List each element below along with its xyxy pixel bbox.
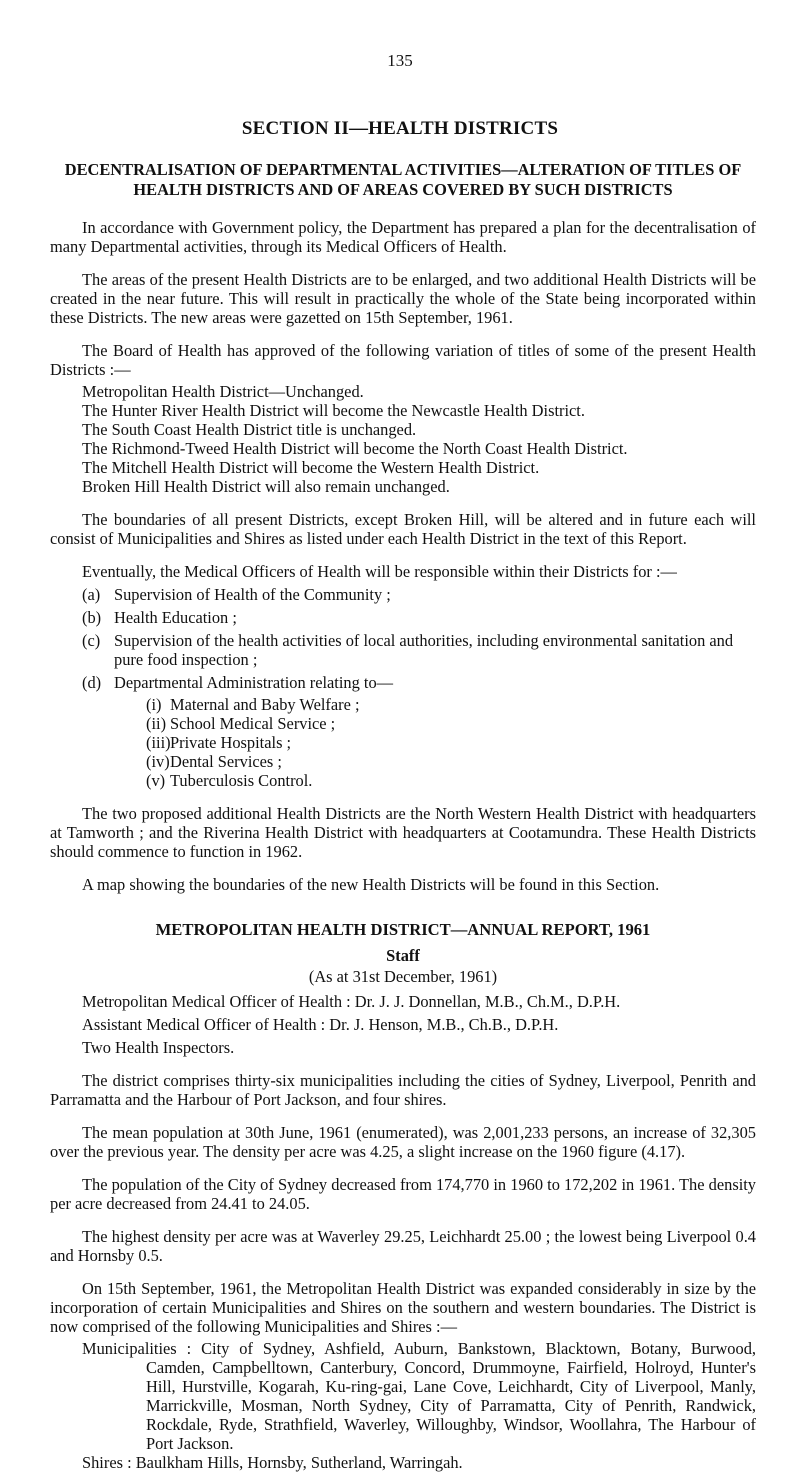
item-numeral: (iii): [146, 733, 171, 752]
variation-item: Broken Hill Health District will also remain unchanged.: [82, 477, 450, 496]
variation-list: [50, 382, 756, 496]
item-numeral: (ii): [146, 714, 167, 733]
item-text: Departmental Administration relating to—: [114, 673, 394, 692]
shires-text: Baulkham Hills, Hornsby, Sutherland, Warringah.: [135, 1453, 463, 1472]
staff-item: Metropolitan Medical Officer of Health : Dr. J. J. Donnellan, M.B., Ch.M., D.P.H.: [82, 992, 621, 1011]
item-text: Supervision of Health of the Community ;: [114, 585, 391, 604]
page-number: 135: [387, 51, 413, 70]
section-title: SECTION II—HEALTH DISTRICTS: [241, 118, 559, 139]
paragraph-map: A map showing the boundaries of the new Health Districts will be found in this Section.: [82, 875, 660, 894]
municipalities-label: Municipalities :: [82, 1339, 192, 1358]
admin-item: [146, 714, 756, 733]
paragraph-areas: The areas of the present Health Districts are to be enlarged, and two additional Health Districts will be created in the near future. This will result in practically the whole of the State being incorporated within these Districts. The new areas were gazetted on 15th September, 1961.: [50, 270, 756, 327]
responsibility-item: [82, 608, 756, 627]
item-numeral: (i): [146, 695, 162, 714]
item-text: Private Hospitals ;: [170, 733, 292, 752]
variation-item: The South Coast Health District title is unchanged.: [82, 420, 417, 439]
responsibility-item: [82, 585, 756, 604]
paragraph-board: The Board of Health has approved of the following variation of titles of some of the present Health Districts :—: [50, 341, 756, 379]
paragraph-policy: In accordance with Government policy, the Department has prepared a plan for the decentralisation of many Departmental activities, through its Medical Officers of Health.: [50, 218, 756, 256]
admin-item: [146, 695, 756, 714]
admin-item: [146, 752, 756, 771]
item-letter: (b): [82, 608, 102, 627]
variation-item: The Hunter River Health District will become the Newcastle Health District.: [82, 401, 585, 420]
staff-heading: Staff: [386, 946, 420, 965]
item-text: Health Education ;: [114, 608, 237, 627]
shires-list: [50, 1453, 756, 1472]
staff-item: Assistant Medical Officer of Health : Dr. J. Henson, M.B., Ch.B., D.P.H.: [82, 1015, 559, 1034]
municipalities-list: [50, 1339, 756, 1453]
item-text: Tuberculosis Control.: [170, 771, 313, 790]
staff-item: Two Health Inspectors.: [82, 1038, 235, 1057]
paragraph-proposed-districts: The two proposed additional Health Districts are the North Western Health District with headquarters at Tamworth ; and the Riverina Health District with headquarters at Cootamundra. These Health Districts should commence to function in 1962.: [50, 804, 756, 861]
paragraph-district-composition: The district comprises thirty-six municipalities including the cities of Sydney, Liverpool, Penrith and Parramatta and the Harbour of Port Jackson, and four shires.: [50, 1071, 756, 1109]
item-text: Supervision of the health activities of local authorities, including environmental sanitation and pure food inspection ;: [114, 631, 734, 669]
page-content: [50, 160, 756, 1472]
paragraph-density: The highest density per acre was at Waverley 29.25, Leichhardt 25.00 ; the lowest being Liverpool 0.4 and Hornsby 0.5.: [50, 1227, 756, 1265]
admin-sublist: [82, 695, 756, 790]
item-text: School Medical Service ;: [170, 714, 336, 733]
item-numeral: (v): [146, 771, 166, 790]
variation-item: Metropolitan Health District—Unchanged.: [82, 382, 364, 401]
decentralisation-heading: DECENTRALISATION OF DEPARTMENTAL ACTIVITIES—ALTERATION OF TITLES OF HEALTH DISTRICTS AND OF AREAS COVERED BY SUCH DISTRICTS: [64, 160, 742, 199]
item-text: Dental Services ;: [170, 752, 282, 771]
paragraph-boundaries: The boundaries of all present Districts, except Broken Hill, will be altered and in future each will consist of Municipalities and Shires as listed under each Health District in the text of this Report.: [50, 510, 756, 548]
item-text: Maternal and Baby Welfare ;: [170, 695, 360, 714]
metro-heading: METROPOLITAN HEALTH DISTRICT—ANNUAL REPORT, 1961: [155, 920, 651, 939]
item-letter: (d): [82, 673, 102, 692]
paragraph-expansion: On 15th September, 1961, the Metropolitan Health District was expanded considerably in size by the incorporation of certain Municipalities and Shires on the southern and western boundaries. The District is now comprised of the following Municipalities and Shires :—: [50, 1279, 756, 1336]
admin-item: [146, 771, 756, 790]
variation-item: The Richmond-Tweed Health District will become the North Coast Health District.: [82, 439, 628, 458]
staff-date: (As at 31st December, 1961): [308, 967, 498, 986]
responsibility-item: [82, 631, 756, 669]
staff-list: [50, 992, 756, 1057]
responsibility-item: [82, 673, 756, 692]
variation-item: The Mitchell Health District will become the Western Health District.: [82, 458, 540, 477]
item-letter: (c): [82, 631, 101, 650]
shires-label: Shires :: [82, 1453, 132, 1472]
paragraph-city-population: The population of the City of Sydney decreased from 174,770 in 1960 to 172,202 in 1961. The density per acre decreased from 24.41 to 24.05.: [50, 1175, 756, 1213]
paragraph-eventually: Eventually, the Medical Officers of Health will be responsible within their Districts for :—: [82, 562, 677, 581]
admin-item: [146, 733, 756, 752]
paragraph-mean-population: The mean population at 30th June, 1961 (enumerated), was 2,001,233 persons, an increase of 32,305 over the previous year. The density per acre was 4.25, a slight increase on the 1960 figure (4.17).: [50, 1123, 756, 1161]
municipalities-text: City of Sydney, Ashfield, Auburn, Bankstown, Blacktown, Botany, Burwood, Camden, Campbelltown, Canterbury, Concord, Drummoyne, Fairfield, Holroyd, Hunter's Hill, Hurstville, Kogarah, Ku-ring-gai, Lane Cove, Leichhardt, City of Liverpool, Manly, Marrickville, Mosman, North Sydney, City of Parramatta, City of Penrith, Randwick, Rockdale, Ryde, Strathfield, Waverley, Willoughby, Windsor, Woollahra, The Harbour of Port Jackson.: [146, 1339, 756, 1453]
item-numeral: (iv): [146, 752, 170, 771]
responsibility-list: [50, 585, 756, 790]
item-letter: (a): [82, 585, 101, 604]
